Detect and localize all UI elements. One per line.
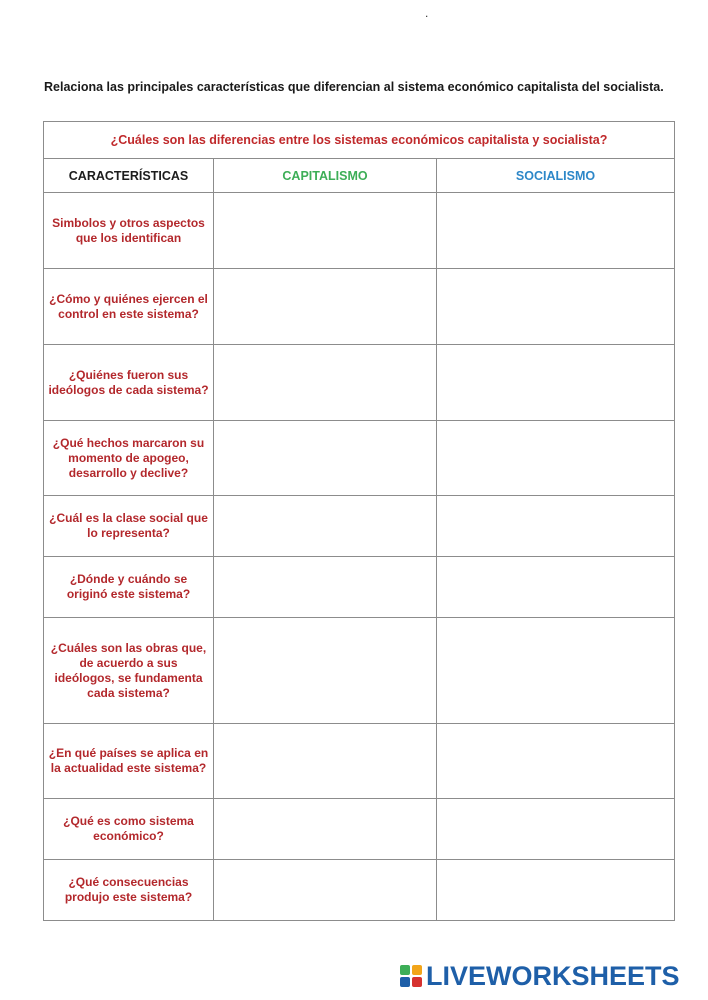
- capitalismo-answer-cell[interactable]: [214, 193, 437, 269]
- row-question: ¿Qué es como sistema económico?: [44, 799, 214, 860]
- table-header-row: [44, 159, 675, 193]
- row-question: ¿Qué consecuencias produjo este sistema?: [44, 860, 214, 921]
- row-question: ¿Cómo y quiénes ejercen el control en este sistema?: [44, 269, 214, 345]
- capitalismo-answer-cell[interactable]: [214, 269, 437, 345]
- row-question: Simbolos y otros aspectos que los identifican: [44, 193, 214, 269]
- socialismo-answer-cell[interactable]: [437, 557, 675, 618]
- instructions-text: Relaciona las principales características que diferencian al sistema económico capitalista del socialista.: [44, 80, 664, 94]
- table-row: [44, 269, 675, 345]
- row-question: ¿Cuál es la clase social que lo representa?: [44, 496, 214, 557]
- comparison-table: [43, 121, 675, 921]
- socialismo-answer-cell[interactable]: [437, 496, 675, 557]
- capitalismo-answer-cell[interactable]: [214, 557, 437, 618]
- row-question: ¿Dónde y cuándo se originó este sistema?: [44, 557, 214, 618]
- socialismo-answer-cell[interactable]: [437, 860, 675, 921]
- capitalismo-answer-cell[interactable]: [214, 421, 437, 496]
- table-row: [44, 193, 675, 269]
- table-row: [44, 860, 675, 921]
- table-row: [44, 421, 675, 496]
- table-row: [44, 618, 675, 724]
- capitalismo-answer-cell[interactable]: [214, 618, 437, 724]
- table-row: [44, 496, 675, 557]
- row-question: ¿Qué hechos marcaron su momento de apogeo, desarrollo y declive?: [44, 421, 214, 496]
- capitalismo-answer-cell[interactable]: [214, 724, 437, 799]
- capitalismo-answer-cell[interactable]: [214, 860, 437, 921]
- table-row: [44, 724, 675, 799]
- row-question: ¿Cuáles son las obras que, de acuerdo a sus ideólogos, se fundamenta cada sistema?: [44, 618, 214, 724]
- socialismo-answer-cell[interactable]: [437, 799, 675, 860]
- table-row: [44, 799, 675, 860]
- socialismo-answer-cell[interactable]: [437, 269, 675, 345]
- liveworksheets-logo-icon: [400, 965, 423, 988]
- top-mark: .: [425, 6, 429, 20]
- table-title-row: [44, 122, 675, 159]
- socialismo-answer-cell[interactable]: [437, 421, 675, 496]
- socialismo-answer-cell[interactable]: [437, 193, 675, 269]
- liveworksheets-logo[interactable]: [400, 960, 680, 992]
- table-row: [44, 557, 675, 618]
- capitalismo-answer-cell[interactable]: [214, 496, 437, 557]
- row-question: ¿Quiénes fueron sus ideólogos de cada sistema?: [44, 345, 214, 421]
- socialismo-answer-cell[interactable]: [437, 618, 675, 724]
- row-question: ¿En qué países se aplica en la actualidad este sistema?: [44, 724, 214, 799]
- socialismo-answer-cell[interactable]: [437, 724, 675, 799]
- table-title: ¿Cuáles son las diferencias entre los sistemas económicos capitalista y socialista?: [44, 122, 675, 159]
- socialismo-answer-cell[interactable]: [437, 345, 675, 421]
- logo-text: LIVEWORKSHEETS: [426, 960, 680, 991]
- capitalismo-answer-cell[interactable]: [214, 799, 437, 860]
- capitalismo-answer-cell[interactable]: [214, 345, 437, 421]
- table-row: [44, 345, 675, 421]
- header-caracteristicas: CARACTERÍSTICAS: [44, 159, 214, 193]
- header-capitalismo: CAPITALISMO: [214, 159, 437, 193]
- header-socialismo: SOCIALISMO: [437, 159, 675, 193]
